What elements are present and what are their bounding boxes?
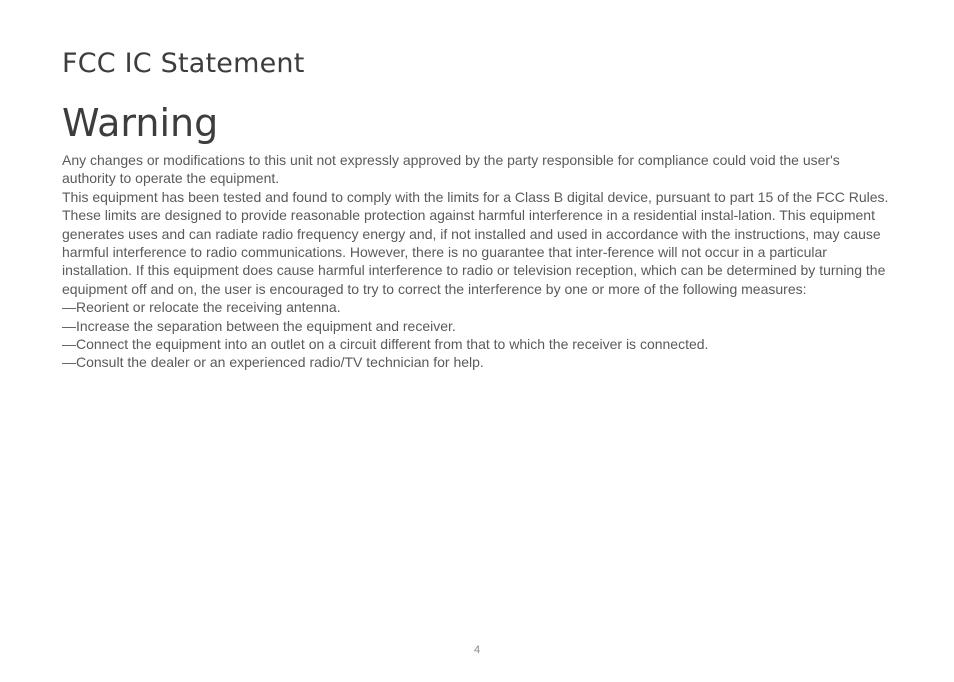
- measure-item-3: —Connect the equipment into an outlet on a circuit different from that to which the receiver is connected.: [62, 336, 709, 353]
- measure-item-4: —Consult the dealer or an experienced radio/TV technician for help.: [62, 354, 484, 371]
- warning-body: [62, 151, 892, 372]
- section-title: FCC IC Statement: [62, 48, 305, 79]
- measure-item-2: —Increase the separation between the equipment and receiver.: [62, 317, 456, 334]
- page-number: 4: [473, 644, 481, 656]
- warning-paragraph-1: Any changes or modifications to this unit not expressly approved by the party responsible for compliance could void the user's authority to operate the equipment.: [62, 152, 840, 187]
- warning-heading: Warning: [62, 101, 219, 145]
- measure-item-1: —Reorient or relocate the receiving antenna.: [62, 299, 341, 316]
- warning-paragraph-2: This equipment has been tested and found to comply with the limits for a Class B digital device, pursuant to part 15 of the FCC Rules. These limits are designed to provide reasonable protection against harmful interference in a residential instal-lation. This equipment generates uses and can radiate radio frequency energy and, if not installed and used in accordance with the instructions, may cause harmful interference to radio communications. However, there is no guarantee that inter-ference will not occur in a particular installation. If this equipment does cause harmful interference to radio or television reception, which can be determined by turning the equipment off and on, the user is encouraged to try to correct the interference by one or more of the following measures:: [62, 188, 889, 297]
- document-page: [62, 44, 892, 372]
